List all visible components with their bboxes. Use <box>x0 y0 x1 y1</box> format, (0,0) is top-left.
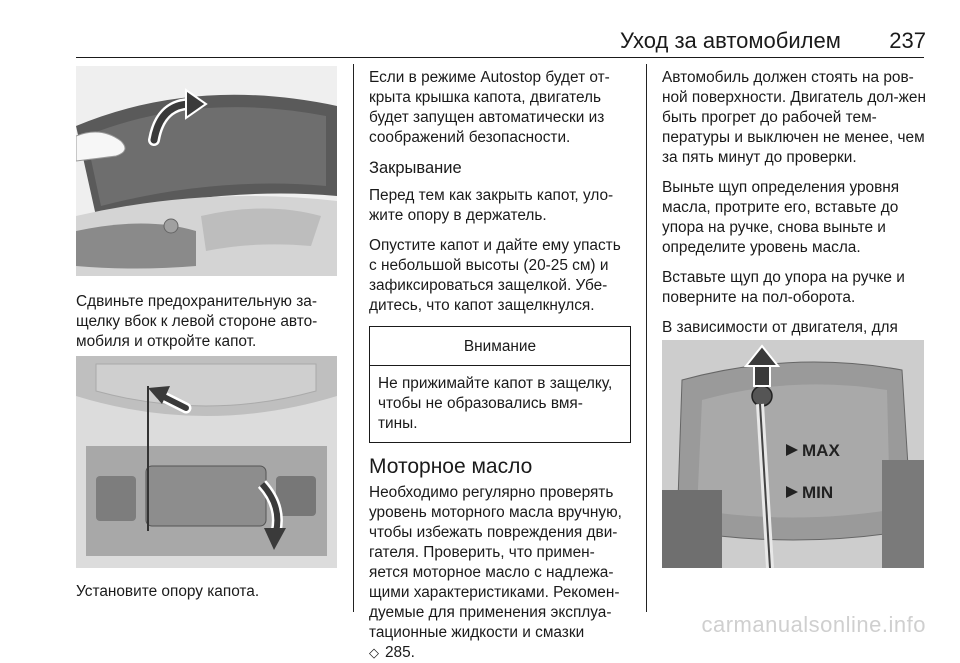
closing-heading: Закрывание <box>369 159 462 177</box>
oil-check-paragraph-3: Вставьте щуп до упора на ручке и поверните на пол-оборота. <box>662 269 905 306</box>
dipstick-min-label: MIN <box>802 483 834 502</box>
closing-paragraph-1: Перед тем как закрыть капот, уло-жите опору в держатель. <box>369 187 614 224</box>
column-separator <box>646 64 647 612</box>
oil-check-paragraph-4: В зависимости от двигателя, для <box>662 319 898 336</box>
engine-oil-heading: Моторное масло <box>369 455 533 478</box>
caption-hood-prop: Установите опору капота. <box>76 583 260 600</box>
page-number: 237 <box>889 28 926 53</box>
hood-prop-illustration <box>76 356 337 568</box>
watermark: carmanualsonline.info <box>701 612 926 637</box>
header-rule <box>76 57 924 58</box>
oil-check-paragraph-1: Автомобиль должен стоять на ров-ной поверхности. Двигатель дол-жен быть прогрет до рабочей тем-пературы и выключен не менее, чем за пять минут до проверки. <box>662 69 926 166</box>
column-2 <box>369 68 631 663</box>
hood-release-illustration <box>76 66 337 276</box>
oil-check-paragraph-2: Выньте щуп определения уровня масла, протрите его, вставьте до упора на ручке, снова выньте и определите уровень масла. <box>662 179 900 256</box>
dipstick-illustration <box>662 340 924 568</box>
closing-paragraph-2: Опустите капот и дайте ему упасть с небольшой высоты (20-25 см) и зафиксироваться защелкой. Убе-дитесь, что капот защелкнулся. <box>369 237 621 314</box>
caution-box <box>369 326 631 443</box>
cross-reference-page[interactable]: 285. <box>385 644 415 661</box>
engine-oil-paragraph: Необходимо регулярно проверять уровень моторного масла вручную, чтобы избежать повреждения дви-гателя. Проверить, что примен-яется моторное масло с надлежа-щими характеристиками. Рекомен-дуемые для применения эксплуа-тационные жидкости и смазки ◇ 285. <box>369 484 622 661</box>
dipstick-max-label: MAX <box>802 441 840 460</box>
autostop-paragraph: Если в режиме Autostop будет от-крыта крышка капота, двигатель будет запущен автоматически из соображений безопасности. <box>369 69 610 146</box>
caption-hood-release: Сдвиньте предохранительную за-щелку вбок к левой стороне авто-мобиля и откройте капот. <box>76 293 318 350</box>
running-header-title: Уход за автомобилем <box>620 28 841 53</box>
caution-text: Не прижимайте капот в защелку, чтобы не образовались вмя-тины. <box>378 375 613 432</box>
column-separator <box>353 64 354 612</box>
caution-title: Внимание <box>370 327 630 366</box>
cross-reference-icon: ◇ <box>369 645 379 660</box>
